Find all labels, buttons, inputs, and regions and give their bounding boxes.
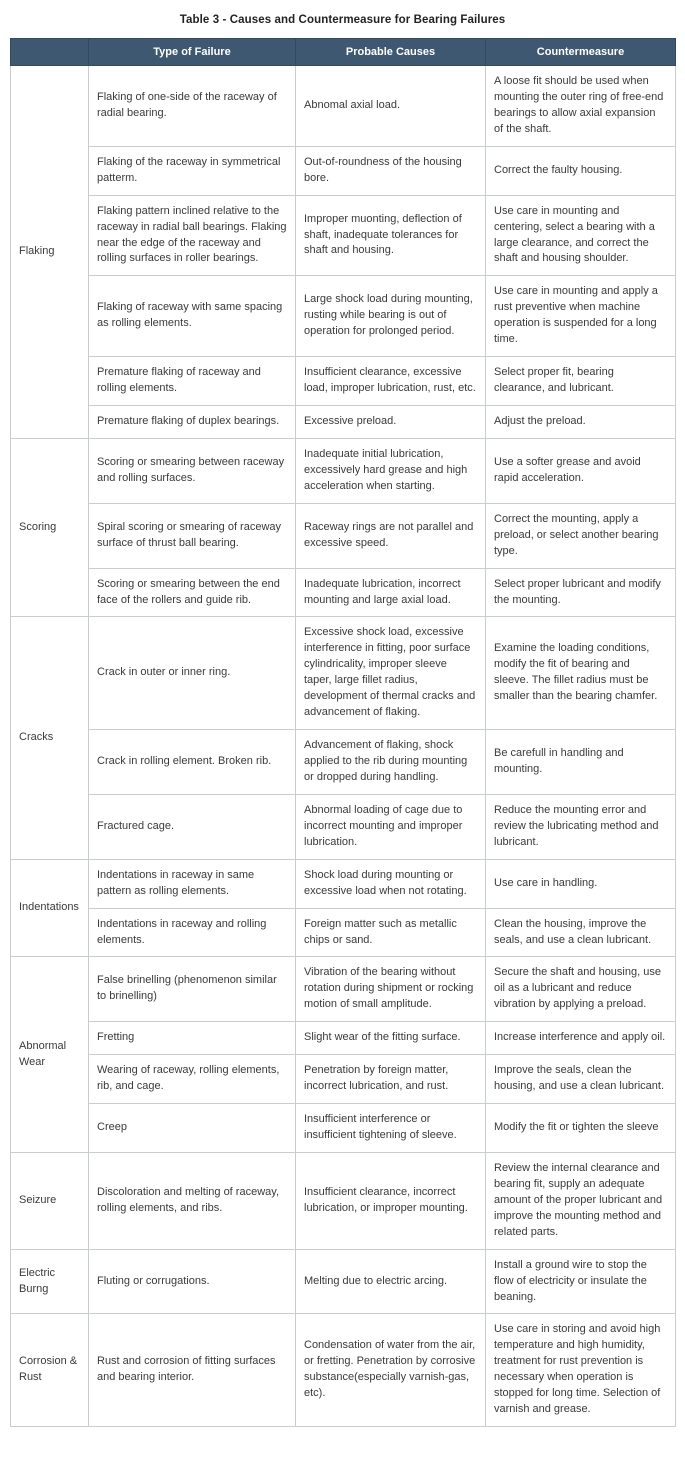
table-row <box>11 357 676 406</box>
countermeasure-cell: Review the internal clearance and bearing fit, supply an adequate amount of the proper lubricant and improve the mounting method and related parts. <box>486 1152 676 1249</box>
type-of-failure-cell: Fractured cage. <box>89 794 296 859</box>
type-of-failure-cell: Premature flaking of raceway and rolling elements. <box>89 357 296 406</box>
countermeasure-cell: Be carefull in handling and mounting. <box>486 730 676 795</box>
countermeasure-cell: Use care in mounting and centering, select a bearing with a large clearance, and correct the shaft and housing shoulder. <box>486 195 676 276</box>
probable-cause-cell: Abnomal axial load. <box>296 66 486 147</box>
column-header-category <box>11 39 89 66</box>
countermeasure-cell: Adjust the preload. <box>486 406 676 439</box>
failure-category-cell: Abnormal Wear <box>11 957 89 1153</box>
failure-category-cell: Electric Burng <box>11 1249 89 1314</box>
type-of-failure-cell: Spiral scoring or smearing of raceway surface of thrust ball bearing. <box>89 503 296 568</box>
countermeasure-cell: Modify the fit or tighten the sleeve <box>486 1104 676 1153</box>
table-row <box>11 406 676 439</box>
probable-cause-cell: Penetration by foreign matter, incorrect lubrication, and rust. <box>296 1055 486 1104</box>
probable-cause-cell: Advancement of flaking, shock applied to the rib during mounting or dropped during handling. <box>296 730 486 795</box>
failure-category-cell: Cracks <box>11 617 89 859</box>
failure-category-cell: Indentations <box>11 859 89 957</box>
table-row <box>11 146 676 195</box>
countermeasure-cell: Select proper fit, bearing clearance, and lubricant. <box>486 357 676 406</box>
type-of-failure-cell: Crack in rolling element. Broken rib. <box>89 730 296 795</box>
countermeasure-cell: Use care in storing and avoid high temperature and high humidity, treatment for rust prevention is necessary when operation is stopped for long time. Selection of varnish and grease. <box>486 1314 676 1427</box>
countermeasure-cell: Reduce the mounting error and review the lubricating method and lubricant. <box>486 794 676 859</box>
probable-cause-cell: Insufficient clearance, excessive load, improper lubrication, rust, etc. <box>296 357 486 406</box>
countermeasure-cell: Correct the faulty housing. <box>486 146 676 195</box>
type-of-failure-cell: Flaking of raceway with same spacing as rolling elements. <box>89 276 296 357</box>
probable-cause-cell: Out-of-roundness of the housing bore. <box>296 146 486 195</box>
type-of-failure-cell: Scoring or smearing between the end face of the rollers and guide rib. <box>89 568 296 617</box>
probable-cause-cell: Inadequate lubrication, incorrect mounting and large axial load. <box>296 568 486 617</box>
countermeasure-cell: Increase interference and apply oil. <box>486 1022 676 1055</box>
countermeasure-cell: Improve the seals, clean the housing, and use a clean lubricant. <box>486 1055 676 1104</box>
countermeasure-cell: Use care in handling. <box>486 859 676 908</box>
type-of-failure-cell: Indentations in raceway in same pattern as rolling elements. <box>89 859 296 908</box>
table-title: Table 3 - Causes and Countermeasure for Bearing Failures <box>179 14 506 26</box>
table-row <box>11 1104 676 1153</box>
probable-cause-cell: Large shock load during mounting, rusting while bearing is out of operation for prolonged period. <box>296 276 486 357</box>
table-row <box>11 1249 676 1314</box>
probable-cause-cell: Condensation of water from the air, or fretting. Penetration by corrosive substance(especially varnish-gas, etc). <box>296 1314 486 1427</box>
failure-category-cell: Corrosion & Rust <box>11 1314 89 1427</box>
type-of-failure-cell: False brinelling (phenomenon similar to brinelling) <box>89 957 296 1022</box>
type-of-failure-cell: Rust and corrosion of fitting surfaces and bearing interior. <box>89 1314 296 1427</box>
table-row <box>11 794 676 859</box>
type-of-failure-cell: Discoloration and melting of raceway, rolling elements, and ribs. <box>89 1152 296 1249</box>
type-of-failure-cell: Fretting <box>89 1022 296 1055</box>
type-of-failure-cell: Creep <box>89 1104 296 1153</box>
probable-cause-cell: Slight wear of the fitting surface. <box>296 1022 486 1055</box>
probable-cause-cell: Vibration of the bearing without rotation during shipment or rocking motion of small amplitude. <box>296 957 486 1022</box>
countermeasure-cell: Correct the mounting, apply a preload, or select another bearing type. <box>486 503 676 568</box>
table-row <box>11 730 676 795</box>
column-header-probable-causes: Probable Causes <box>296 39 486 66</box>
countermeasure-cell: Select proper lubricant and modify the mounting. <box>486 568 676 617</box>
probable-cause-cell: Shock load during mounting or excessive load when not rotating. <box>296 859 486 908</box>
countermeasure-cell: Install a ground wire to stop the flow of electricity or insulate the beaning. <box>486 1249 676 1314</box>
table-header-row <box>11 39 676 66</box>
table-row <box>11 195 676 276</box>
type-of-failure-cell: Wearing of raceway, rolling elements, rib, and cage. <box>89 1055 296 1104</box>
table-header <box>11 39 676 66</box>
type-of-failure-cell: Scoring or smearing between raceway and rolling surfaces. <box>89 438 296 503</box>
probable-cause-cell: Melting due to electric arcing. <box>296 1249 486 1314</box>
table-row <box>11 1152 676 1249</box>
countermeasure-cell: Secure the shaft and housing, use oil as a lubricant and reduce vibration by applying a preload. <box>486 957 676 1022</box>
probable-cause-cell: Improper muonting, deflection of shaft, inadequate tolerances for shaft and housing. <box>296 195 486 276</box>
table-row <box>11 1055 676 1104</box>
type-of-failure-cell: Flaking of one-side of the raceway of radial bearing. <box>89 66 296 147</box>
probable-cause-cell: Inadequate initial lubrication, excessively hard grease and high acceleration when starting. <box>296 438 486 503</box>
table-row <box>11 568 676 617</box>
probable-cause-cell: Abnormal loading of cage due to incorrect mounting and improper lubrication. <box>296 794 486 859</box>
table-row <box>11 1314 676 1427</box>
table-row <box>11 1022 676 1055</box>
table-row <box>11 66 676 147</box>
type-of-failure-cell: Flaking of the raceway in symmetrical patterm. <box>89 146 296 195</box>
type-of-failure-cell: Flaking pattern inclined relative to the raceway in radial ball bearings. Flaking near the edge of the raceway and rolling surfaces in roller bearings. <box>89 195 296 276</box>
table-row <box>11 276 676 357</box>
probable-cause-cell: Insufficient clearance, incorrect lubrication, or improper mounting. <box>296 1152 486 1249</box>
probable-cause-cell: Excessive shock load, excessive interference in fitting, poor surface cylindricality, improper sleeve taper, large fillet radius, development of thermal cracks and advancement of flaking. <box>296 617 486 730</box>
countermeasure-cell: Examine the loading conditions, modify the fit of bearing and sleeve. The fillet radius must be smaller than the bearing chamfer. <box>486 617 676 730</box>
probable-cause-cell: Raceway rings are not parallel and excessive speed. <box>296 503 486 568</box>
countermeasure-cell: A loose fit should be used when mounting the outer ring of free-end bearings to allow axial expansion of the shaft. <box>486 66 676 147</box>
probable-cause-cell: Insufficient interference or insufficient tightening of sleeve. <box>296 1104 486 1153</box>
countermeasure-cell: Use care in mounting and apply a rust preventive when machine operation is suspended for a long time. <box>486 276 676 357</box>
table-row <box>11 908 676 957</box>
table-row <box>11 957 676 1022</box>
type-of-failure-cell: Premature flaking of duplex bearings. <box>89 406 296 439</box>
table-row <box>11 503 676 568</box>
bearing-failures-table <box>10 38 676 1427</box>
table-row <box>11 438 676 503</box>
countermeasure-cell: Use a softer grease and avoid rapid acceleration. <box>486 438 676 503</box>
column-header-type-of-failure: Type of Failure <box>89 39 296 66</box>
table-body <box>11 66 676 1427</box>
table-row <box>11 859 676 908</box>
table-row <box>11 617 676 730</box>
type-of-failure-cell: Crack in outer or inner ring. <box>89 617 296 730</box>
failure-category-cell: Seizure <box>11 1152 89 1249</box>
column-header-countermeasure: Countermeasure <box>486 39 676 66</box>
countermeasure-cell: Clean the housing, improve the seals, and use a clean lubricant. <box>486 908 676 957</box>
failure-category-cell: Scoring <box>11 438 89 617</box>
failure-category-cell: Flaking <box>11 66 89 439</box>
type-of-failure-cell: Fluting or corrugations. <box>89 1249 296 1314</box>
type-of-failure-cell: Indentations in raceway and rolling elements. <box>89 908 296 957</box>
probable-cause-cell: Foreign matter such as metallic chips or sand. <box>296 908 486 957</box>
probable-cause-cell: Excessive preload. <box>296 406 486 439</box>
